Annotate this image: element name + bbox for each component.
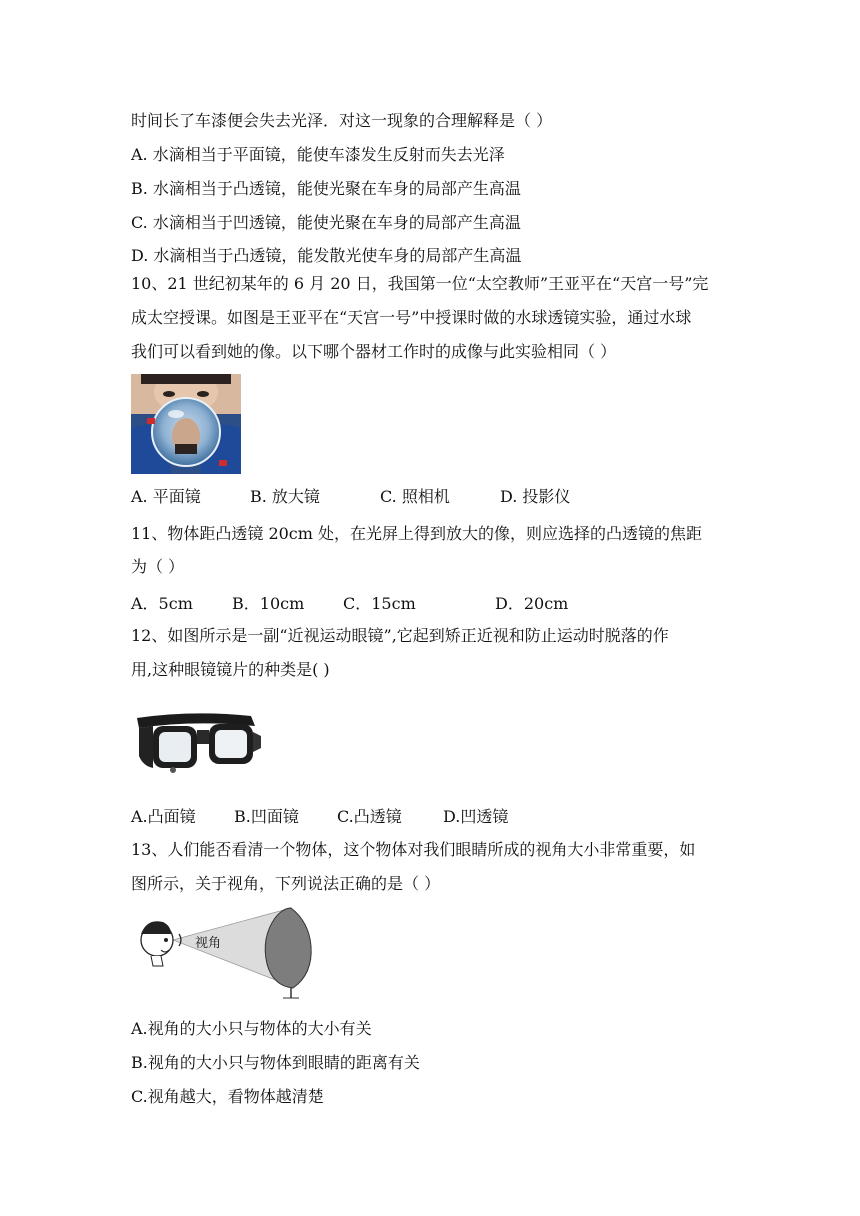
- q10-stem-line-3: 我们可以看到她的像。以下哪个器材工作时的成像与此实验相同（ ）: [131, 342, 617, 361]
- q11-option-a: A．5cm: [131, 594, 193, 613]
- q10-option-d: D. 投影仪: [500, 487, 571, 506]
- q9-option-d: D. 水滴相当于凸透镜，能发散光使车身的局部产生高温: [131, 246, 522, 265]
- q11-option-c: C．15cm: [343, 594, 416, 613]
- q11-stem-line-2: 为（ ）: [131, 557, 185, 576]
- q10-option-a: A. 平面镜: [131, 487, 201, 506]
- q13-stem-line-2: 图所示，关于视角，下列说法正确的是（ ）: [131, 874, 441, 893]
- q12-option-c: C.凸透镜: [337, 807, 402, 826]
- visual-angle-diagram: [133, 904, 323, 1002]
- q13-option-b: B.视角的大小只与物体到眼睛的距离有关: [131, 1053, 420, 1072]
- q11-option-d: D．20cm: [495, 594, 569, 613]
- water-ball-photo: [131, 374, 241, 474]
- q9-option-b: B. 水滴相当于凸透镜，能使光聚在车身的局部产生高温: [131, 179, 521, 198]
- q13-stem-line-1: 13、人们能否看清一个物体，这个物体对我们眼睛所成的视角大小非常重要，如: [131, 840, 696, 859]
- q9-option-c: C. 水滴相当于凹透镜，能使光聚在车身的局部产生高温: [131, 213, 521, 232]
- q9-option-a: A. 水滴相当于平面镜，能使车漆发生反射而失去光泽: [131, 145, 505, 164]
- q13-option-c: C.视角越大，看物体越清楚: [131, 1087, 324, 1106]
- q10-stem-line-1: 10、21 世纪初某年的 6 月 20 日，我国第一位“太空教师”王亚平在“天宫一号”完: [131, 274, 709, 293]
- q11-option-b: B．10cm: [232, 594, 305, 613]
- q9-stem-tail: 时间长了车漆便会失去光泽．对这一现象的合理解释是（ ）: [131, 111, 553, 130]
- q10-option-c: C. 照相机: [380, 487, 450, 506]
- visual-angle-label: 视角: [195, 936, 222, 951]
- q11-stem-line-1: 11、物体距凸透镜 20cm 处，在光屏上得到放大的像，则应选择的凸透镜的焦距: [131, 524, 703, 543]
- q12-option-b: B.凹面镜: [234, 807, 299, 826]
- q13-option-a: A.视角的大小只与物体的大小有关: [131, 1019, 372, 1038]
- sports-glasses-image: [133, 708, 263, 778]
- q10-stem-line-2: 成太空授课。如图是王亚平在“天宫一号”中授课时做的水球透镜实验，通过水球: [131, 308, 692, 327]
- q12-option-d: D.凹透镜: [443, 807, 509, 826]
- q12-stem-line-1: 12、如图所示是一副“近视运动眼镜”,它起到矫正近视和防止运动时脱落的作: [131, 626, 669, 645]
- q10-option-b: B. 放大镜: [250, 487, 320, 506]
- q12-stem-line-2: 用,这种眼镜镜片的种类是( ): [131, 660, 330, 679]
- q12-option-a: A.凸面镜: [131, 807, 196, 826]
